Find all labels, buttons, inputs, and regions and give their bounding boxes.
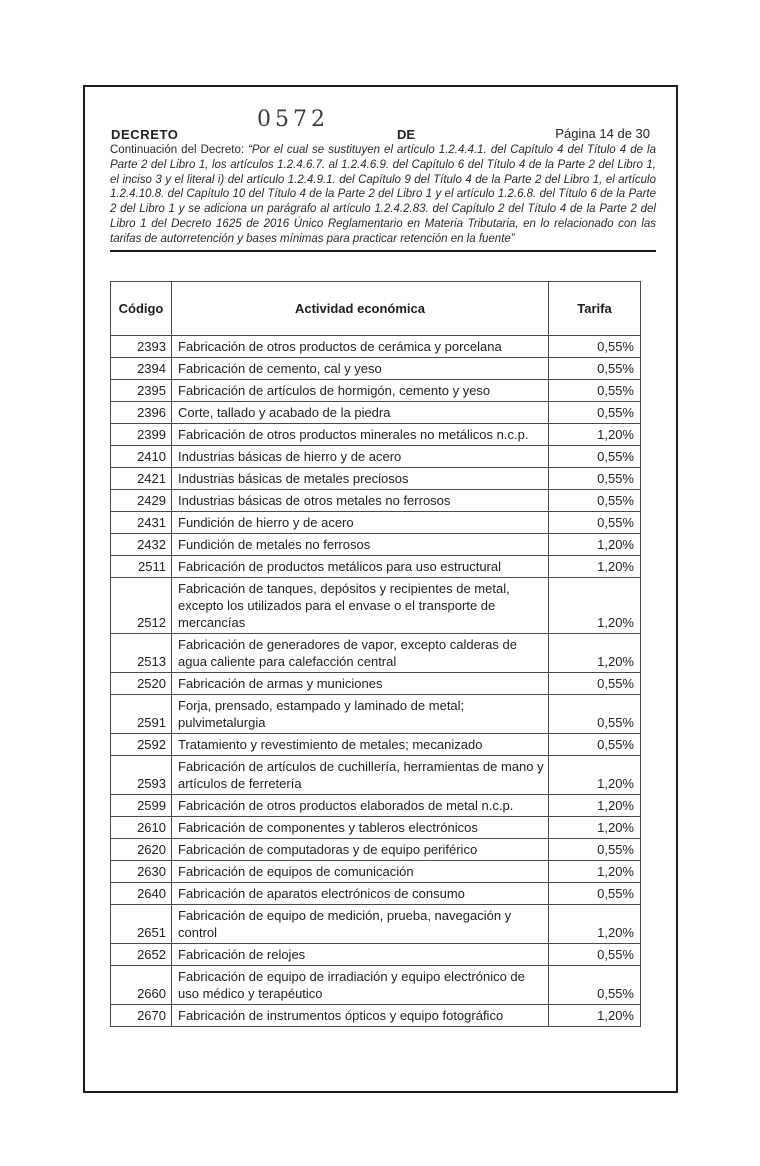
table-header-row [111, 282, 641, 336]
row-tarifa: 0,55% [549, 839, 641, 861]
row-tarifa: 0,55% [549, 883, 641, 905]
intro-prefix: Continuación del Decreto: [110, 144, 249, 156]
row-codigo: 2511 [111, 556, 172, 578]
row-codigo: 2396 [111, 402, 172, 424]
row-actividad: Fundición de metales no ferrosos [172, 534, 549, 556]
row-codigo: 2399 [111, 424, 172, 446]
row-codigo: 2593 [111, 756, 172, 795]
table-row [111, 578, 641, 634]
row-codigo: 2410 [111, 446, 172, 468]
row-tarifa: 1,20% [549, 556, 641, 578]
table-row [111, 695, 641, 734]
row-actividad: Fabricación de generadores de vapor, excepto calderas de agua caliente para calefacción central [172, 634, 549, 673]
table-row [111, 756, 641, 795]
row-codigo: 2421 [111, 468, 172, 490]
table-row [111, 1005, 641, 1027]
tarifas-table [110, 281, 641, 1027]
decreto-number-stamp: 0572 [257, 107, 329, 132]
row-actividad: Corte, tallado y acabado de la piedra [172, 402, 549, 424]
row-actividad: Fabricación de otros productos elaborados de metal n.c.p. [172, 795, 549, 817]
table-row [111, 944, 641, 966]
row-tarifa: 0,55% [549, 734, 641, 756]
row-tarifa: 0,55% [549, 446, 641, 468]
row-tarifa: 0,55% [549, 468, 641, 490]
row-codigo: 2640 [111, 883, 172, 905]
row-actividad: Fabricación de aparatos electrónicos de consumo [172, 883, 549, 905]
table-row [111, 336, 641, 358]
table-row [111, 402, 641, 424]
table-row [111, 905, 641, 944]
decree-continuation-paragraph [110, 143, 656, 252]
row-actividad: Fabricación de artículos de hormigón, cemento y yeso [172, 380, 549, 402]
row-tarifa: 0,55% [549, 358, 641, 380]
row-tarifa: 1,20% [549, 817, 641, 839]
row-codigo: 2652 [111, 944, 172, 966]
row-actividad: Forja, prensado, estampado y laminado de metal; pulvimetalurgia [172, 695, 549, 734]
table-row [111, 966, 641, 1005]
row-actividad: Fabricación de tanques, depósitos y recipientes de metal, excepto los utilizados para el envase o el transporte de mercancías [172, 578, 549, 634]
row-actividad: Industrias básicas de otros metales no ferrosos [172, 490, 549, 512]
row-codigo: 2520 [111, 673, 172, 695]
row-actividad: Tratamiento y revestimiento de metales; mecanizado [172, 734, 549, 756]
row-actividad: Fabricación de equipos de comunicación [172, 861, 549, 883]
page-number: Página 14 de 30 [555, 126, 650, 141]
row-actividad: Fabricación de relojes [172, 944, 549, 966]
row-codigo: 2512 [111, 578, 172, 634]
row-tarifa: 0,55% [549, 695, 641, 734]
table-row [111, 795, 641, 817]
row-actividad: Fabricación de instrumentos ópticos y equipo fotográfico [172, 1005, 549, 1027]
row-codigo: 2393 [111, 336, 172, 358]
row-tarifa: 1,20% [549, 634, 641, 673]
row-tarifa: 1,20% [549, 795, 641, 817]
table-row [111, 839, 641, 861]
row-tarifa: 0,55% [549, 673, 641, 695]
table-row [111, 634, 641, 673]
row-codigo: 2630 [111, 861, 172, 883]
row-tarifa: 0,55% [549, 380, 641, 402]
row-actividad: Fabricación de computadoras y de equipo periférico [172, 839, 549, 861]
row-codigo: 2394 [111, 358, 172, 380]
decreto-label: DECRETO [111, 127, 179, 142]
table-body [111, 336, 641, 1027]
table-row [111, 446, 641, 468]
row-codigo: 2513 [111, 634, 172, 673]
row-codigo: 2599 [111, 795, 172, 817]
intro-quote: “Por el cual se sustituyen el artículo 1.2.4.4.1. del Capítulo 4 del Título 4 de la Parte 2 del Libro 1, los artículos 1.2.4.6.7. al 1.2.4.6.9. del Capítulo 6 del Título 4 de la Parte 2 del Libro 1, el inciso 3 y el literal i) del artículo 1.2.4.9.1. del Capítulo 9 del Título 4 de la Parte 2 del Libro 1, el artículo 1.2.4.10.8. del Capítulo 10 del Título 4 de la Parte 2 del Libro 1 y el artículo 1.2.6.8. del Título 6 de la Parte 2 del Libro 1 y se adiciona un parágrafo al artículo 1.2.4.2.83. del Capítulo 2 del Título 4 de la Parte 2 del Libro 1 del Decreto 1625 de 2016 Único Reglamentario en Materia Tributaria, en lo relacionado con las tarifas de autorretención y bases mínimas para practicar retención en la fuente” [110, 144, 656, 245]
row-tarifa: 1,20% [549, 578, 641, 634]
row-codigo: 2432 [111, 534, 172, 556]
row-codigo: 2431 [111, 512, 172, 534]
row-tarifa: 0,55% [549, 966, 641, 1005]
row-actividad: Fabricación de otros productos minerales no metálicos n.c.p. [172, 424, 549, 446]
table-row [111, 734, 641, 756]
table-row [111, 534, 641, 556]
row-codigo: 2651 [111, 905, 172, 944]
row-tarifa: 1,20% [549, 424, 641, 446]
table-row [111, 861, 641, 883]
row-codigo: 2592 [111, 734, 172, 756]
row-actividad: Industrias básicas de metales preciosos [172, 468, 549, 490]
table-row [111, 358, 641, 380]
header-codigo: Código [111, 282, 172, 336]
row-codigo: 2395 [111, 380, 172, 402]
row-codigo: 2620 [111, 839, 172, 861]
row-codigo: 2670 [111, 1005, 172, 1027]
row-actividad: Fabricación de artículos de cuchillería, herramientas de mano y artículos de ferretería [172, 756, 549, 795]
document-header [111, 105, 652, 142]
row-actividad: Fabricación de otros productos de cerámica y porcelana [172, 336, 549, 358]
header-tarifa: Tarifa [549, 282, 641, 336]
row-actividad: Fabricación de equipo de medición, prueba, navegación y control [172, 905, 549, 944]
row-codigo: 2610 [111, 817, 172, 839]
table-header [111, 282, 641, 336]
row-tarifa: 0,55% [549, 336, 641, 358]
table-row [111, 556, 641, 578]
row-tarifa: 1,20% [549, 756, 641, 795]
row-tarifa: 0,55% [549, 512, 641, 534]
row-actividad: Fabricación de componentes y tableros electrónicos [172, 817, 549, 839]
de-label: DE [397, 127, 416, 142]
row-tarifa: 0,55% [549, 490, 641, 512]
row-tarifa: 1,20% [549, 1005, 641, 1027]
table-row [111, 817, 641, 839]
row-tarifa: 0,55% [549, 944, 641, 966]
row-actividad: Fabricación de equipo de irradiación y equipo electrónico de uso médico y terapéutico [172, 966, 549, 1005]
table-row [111, 673, 641, 695]
decree-page [83, 85, 678, 1093]
row-tarifa: 1,20% [549, 861, 641, 883]
table-row [111, 883, 641, 905]
row-tarifa: 0,55% [549, 402, 641, 424]
row-actividad: Fundición de hierro y de acero [172, 512, 549, 534]
row-actividad: Fabricación de productos metálicos para uso estructural [172, 556, 549, 578]
row-tarifa: 1,20% [549, 534, 641, 556]
row-actividad: Fabricación de armas y municiones [172, 673, 549, 695]
row-actividad: Industrias básicas de hierro y de acero [172, 446, 549, 468]
table-row [111, 490, 641, 512]
row-tarifa: 1,20% [549, 905, 641, 944]
table-row [111, 380, 641, 402]
header-actividad: Actividad económica [172, 282, 549, 336]
row-actividad: Fabricación de cemento, cal y yeso [172, 358, 549, 380]
row-codigo: 2429 [111, 490, 172, 512]
table-row [111, 512, 641, 534]
row-codigo: 2591 [111, 695, 172, 734]
row-codigo: 2660 [111, 966, 172, 1005]
table-row [111, 424, 641, 446]
table-row [111, 468, 641, 490]
